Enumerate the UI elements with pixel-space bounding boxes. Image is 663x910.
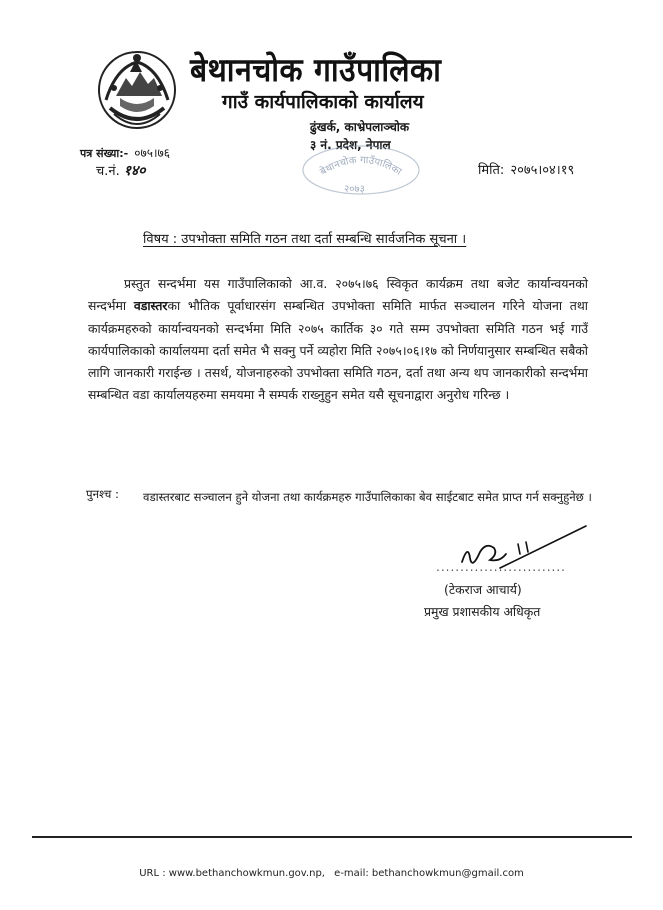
letter-date [478, 160, 574, 178]
signatory-designation: प्रमुख प्रशासकीय अधिकृत [424, 604, 541, 619]
postscript-label: पुनश्च : [86, 487, 119, 501]
date-label: मिति: [478, 163, 505, 178]
dispatch-number-value: १४० [123, 163, 146, 179]
stamp-text-bottom: २०७३ [344, 184, 365, 195]
subject-line: विषय : उपभोक्ता समिति गठन तथा दर्ता सम्बन्धि सार्वजनिक सूचना । [143, 232, 467, 247]
footer-contact [0, 868, 663, 879]
office-stamp [296, 140, 426, 196]
signatory-name: (टेकराज आचार्य) [444, 582, 522, 597]
address-line-1: ढुंखर्क, काभ्रेपलाञ्चोक [310, 120, 410, 134]
body-text-bold: वडास्तर [133, 298, 168, 314]
body-paragraph [88, 273, 588, 407]
letter-number-label: पत्र संख्या:- [80, 147, 129, 160]
footer-divider [32, 836, 632, 838]
postscript-text: वडास्तरबाट सञ्चालन हुने योजना तथा कार्यक्रमहरु गाउँपालिकाका बेव साईटबाट समेत प्राप्त गर्न सक्नुहुनेछ । [143, 490, 592, 504]
footer-email[interactable]: bethanchowkmun@gmail.com [371, 868, 524, 879]
svg-text:बेथानचोक गाउँपालिका [318, 154, 404, 177]
body-text-part1: प्रस्तुत सन्दर्भमा यस गाउँपालिकाको आ.व. २०७५।७६ स्विकृत कार्यक्रम तथा बजेट कार्यान्वयनको सन्दर्भमा [88, 276, 588, 314]
dispatch-number-label: च.नं. [96, 164, 120, 179]
address-line-2: ३ नं. प्रदेश, नेपाल [310, 138, 391, 152]
signature-line: ........................... [436, 560, 566, 574]
footer-url[interactable]: www.bethanchowkmun.gov.np, [168, 868, 325, 879]
footer-url-label: URL : [139, 868, 166, 879]
dispatch-number [96, 161, 146, 180]
stamp-text-top: बेथानचोक गाउँपालिका [318, 154, 404, 178]
coat-of-arms-emblem [96, 48, 178, 138]
handwritten-signature [440, 524, 590, 584]
footer-email-label: e-mail: [334, 868, 369, 879]
office-name: गाउँ कार्यपालिकाको कार्यालय [222, 91, 424, 113]
municipality-name: बेथानचोक गाउँपालिका [190, 51, 442, 90]
date-value: २०७५।०४।१९ [510, 163, 575, 178]
body-text-part2: का भौतिक पूर्वाधारसंग सम्बन्धित उपभोक्ता समिति मार्फत सञ्चालन गरिने योजना तथा कार्यक्रमहरुको कार्यान्वयनको सन्दर्भमा मिति २०७५ कार्तिक ३० गते सम्म उपभोक्ता समिति गठन भई गाउँ कार्यपालिकाको कार्यालयमा दर्ता समेत भै सक्नु पर्ने व्यहोरा मिति २०७५।०६।१७ को निर्णयानुसार सम्बन्धित सबैको लागि जानकारी गराईन्छ । तसर्थ, योजनाहरुको उपभोक्ता समिति गठन, दर्ता तथा अन्य थप जानकारीको सन्दर्भमा सम्बन्धित वडा कार्यालयहरुमा समयमा नै सम्पर्क राख्नुहुन समेत यसै सूचनाद्वारा अनुरोध गरिन्छ । [88, 298, 588, 403]
letter-number [80, 144, 170, 161]
letter-number-value: ०७५।७६ [134, 146, 170, 160]
